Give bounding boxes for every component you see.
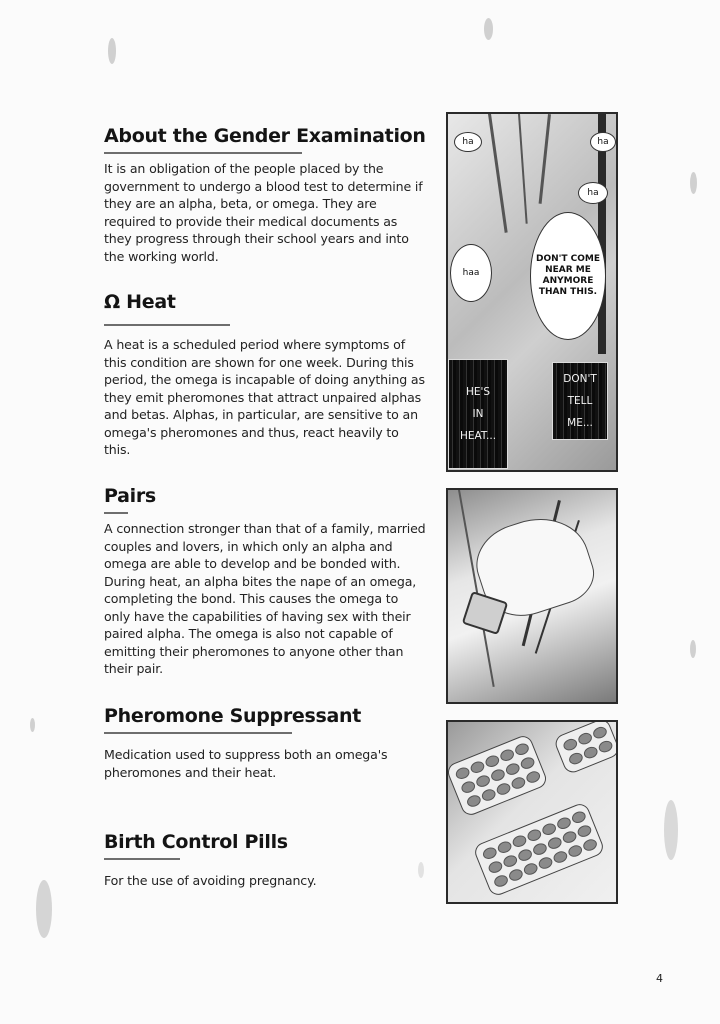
section-gender-examination <box>104 124 426 265</box>
pill <box>513 742 530 757</box>
pill <box>555 816 572 831</box>
ink-speck <box>664 800 678 860</box>
hair-stroke <box>518 114 528 224</box>
pill <box>567 751 584 766</box>
pill <box>552 849 569 864</box>
ink-speck <box>36 880 52 938</box>
pill <box>562 737 579 752</box>
caption-line: DON'T <box>563 373 597 385</box>
caption-line: HE'S <box>465 386 491 398</box>
pill <box>531 841 548 856</box>
pill <box>502 853 519 868</box>
section-title: About the Gender Examination <box>104 125 426 147</box>
pill <box>570 810 587 825</box>
blister-pack <box>446 733 549 818</box>
pill <box>499 748 516 763</box>
pill <box>504 761 521 776</box>
section-body: A connection stronger than that of a family, married couples and lovers, in which only an alpha and omega are able to develop and be bonded with. During heat, an alpha bites the nape of an omega, completing the bond. This causes the omega to only have the capabilities of having sex with their paired alpha. The omega is also not capable of emitting their pheromones to anyone other than their pair. <box>104 521 426 676</box>
ink-speck <box>108 38 116 64</box>
pill <box>591 725 608 740</box>
sfx-ha: ha <box>590 132 616 152</box>
ink-speck <box>30 718 35 732</box>
section-body: For the use of avoiding pregnancy. <box>104 873 317 888</box>
pill <box>469 759 486 774</box>
sfx-ha: ha <box>454 132 482 152</box>
pill <box>475 773 492 788</box>
caption-line: ME... <box>567 417 593 429</box>
pill <box>510 775 527 790</box>
pill <box>577 731 594 746</box>
pill <box>525 769 542 784</box>
section-pairs <box>104 484 426 678</box>
pill <box>541 822 558 837</box>
section-title: Pairs <box>104 485 156 507</box>
pill <box>465 793 482 808</box>
pill <box>507 867 524 882</box>
title-underline <box>104 732 292 734</box>
ink-speck <box>484 18 493 40</box>
section-title: Birth Control Pills <box>104 831 288 853</box>
ink-speck <box>690 172 697 194</box>
section-birth-control <box>104 830 426 890</box>
sfx-ha: ha <box>578 182 608 204</box>
pill <box>582 745 599 760</box>
pill <box>495 781 512 796</box>
blister-pack <box>472 801 606 898</box>
pill <box>546 835 563 850</box>
pill <box>460 779 477 794</box>
pill <box>517 847 534 862</box>
title-underline <box>104 858 180 860</box>
section-title: Ω Heat <box>104 291 176 313</box>
caption-box-left <box>448 359 508 469</box>
pill <box>567 843 584 858</box>
pill <box>576 823 593 838</box>
pill <box>511 833 528 848</box>
pill <box>454 765 471 780</box>
section-body: A heat is a scheduled period where symptoms of this condition are shown for one week. During this period, the omega is incapable of doing anything as they emit pheromones that attract unpaired alphas and betas. Alphas, in particular, are sensitive to an omega's pheromones and thus, react heavily to this. <box>104 337 425 457</box>
pill <box>537 855 554 870</box>
pill <box>492 873 509 888</box>
section-heat <box>104 290 426 459</box>
pill <box>480 787 497 802</box>
pill <box>496 839 513 854</box>
hair-stroke <box>539 114 551 204</box>
pill <box>561 829 578 844</box>
caption-line: TELL <box>567 395 593 407</box>
blister-pack <box>553 720 618 775</box>
title-underline <box>104 512 128 514</box>
title-underline <box>104 324 230 326</box>
manga-panel-hand-watch <box>446 488 618 704</box>
pill <box>526 827 543 842</box>
section-body: Medication used to suppress both an omega's pheromones and their heat. <box>104 747 388 780</box>
pill <box>489 767 506 782</box>
pill <box>522 861 539 876</box>
ink-speck <box>690 640 696 658</box>
page-number: 4 <box>656 972 663 985</box>
pill <box>484 753 501 768</box>
manga-panel-pills <box>446 720 618 904</box>
pill <box>519 755 536 770</box>
caption-line: HEAT... <box>459 430 497 442</box>
section-body: It is an obligation of the people placed by the government to undergo a blood test to determine if they are an alpha, beta, or omega. They are required to provide their medical documents as they progress through their school years and into the working world. <box>104 161 423 264</box>
pill <box>597 739 614 754</box>
pill <box>481 845 498 860</box>
pill <box>582 837 599 852</box>
caption-line: IN <box>472 408 484 420</box>
speech-bubble: DON'T COME NEAR ME ANYMORE THAN THIS. <box>530 212 606 340</box>
section-title: Pheromone Suppressant <box>104 705 362 727</box>
hair-stroke <box>488 114 508 233</box>
caption-box-right <box>552 362 608 440</box>
title-underline <box>104 152 302 154</box>
manga-panel-heat <box>446 112 618 472</box>
sfx-haa: haa <box>450 244 492 302</box>
section-pheromone-suppressant <box>104 704 426 781</box>
pill <box>487 859 504 874</box>
